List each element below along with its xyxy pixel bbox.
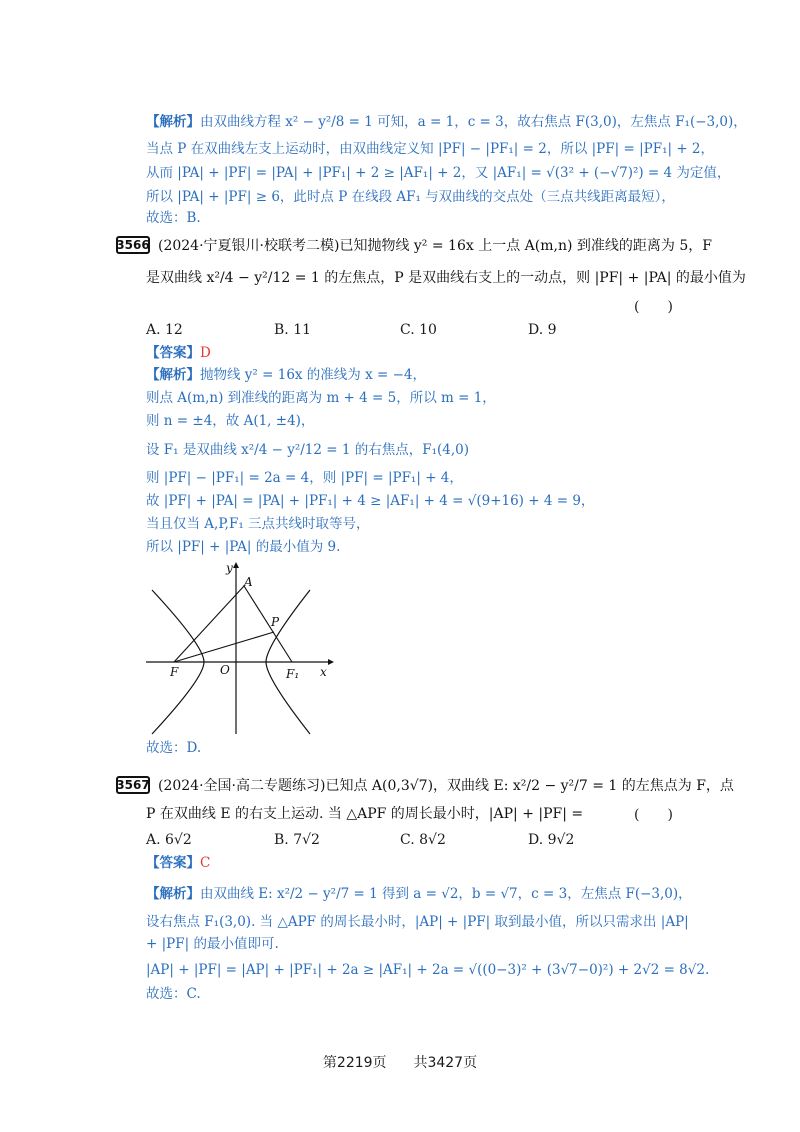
- label-x: x: [320, 665, 327, 679]
- answer-paren: ( ): [634, 807, 673, 823]
- answer-paren: ( ): [634, 299, 673, 315]
- prev-solution-line-2: 当点 P 在双曲线左支上运动时，由双曲线定义知 |PF| − |PF₁| = 2，所以 |PF| = |PF₁| + 2，: [146, 141, 715, 157]
- solution-line-3: 则 n = ±4，故 A(1, ±4)，: [146, 413, 315, 429]
- page-footer: [0, 1052, 800, 1072]
- solution-tag: 【解析】: [146, 367, 200, 383]
- label-y: y: [226, 561, 233, 575]
- solution-line-8: 所以 |PF| + |PA| 的最小值为 9.: [146, 539, 341, 555]
- option-a: A. 12: [146, 322, 183, 338]
- prev-solution-line-4: 所以 |PA| + |PF| ≥ 6，此时点 P 在线段 AF₁ 与双曲线的交点处（三点共线距离最短），: [146, 189, 675, 205]
- answer-tag: 【答案】: [146, 345, 200, 361]
- solution-line-4: |AP| + |PF| = |AP| + |PF₁| + 2a ≥ |AF₁| + 2a = √((0−3)² + (3√7−0)²) + 2√2 = 8√2.: [146, 962, 710, 978]
- prev-solution-line-1: 【解析】由双曲线方程 x² − y²/8 = 1 可知，a = 1，c = 3，故右焦点 F(3,0)，左焦点 F₁(−3,0)，: [146, 114, 747, 130]
- solution-line-5: 故选：C.: [146, 986, 201, 1002]
- option-d: D. 9√2: [528, 832, 575, 848]
- solution-line-7: 当且仅当 A,P,F₁ 三点共线时取等号，: [146, 516, 370, 532]
- y-axis-arrow: [233, 562, 239, 568]
- question-stem-line-1: (2024·宁夏银川·校联考二模)已知抛物线 y² = 16x 上一点 A(m,n) 到准线的距离为 5，F: [158, 238, 712, 254]
- solution-line-6: 故 |PF| + |PA| = |PA| + |PF₁| + 4 ≥ |AF₁| + 4 = √(9+16) + 4 = 9，: [146, 493, 595, 509]
- solution-line-1: 【解析】抛物线 y² = 16x 的准线为 x = −4，: [146, 367, 427, 383]
- option-c: C. 8√2: [400, 832, 446, 848]
- solution-line-2: 则点 A(m,n) 到准线的距离为 m + 4 = 5，所以 m = 1，: [146, 390, 496, 406]
- segment-FA: [174, 586, 244, 662]
- solution-line-5: 则 |PF| − |PF₁| = 2a = 4，则 |PF| = |PF₁| + 4，: [146, 470, 463, 486]
- page-number: 第2219页: [322, 1055, 387, 1071]
- option-b: B. 7√2: [274, 832, 320, 848]
- question-number-badge: 3566: [116, 238, 150, 252]
- question-stem-line-2: P 在双曲线 E 的右支上运动. 当 △APF 的周长最小时，|AP| + |PF| =: [146, 806, 584, 822]
- solution-line-4: 设 F₁ 是双曲线 x²/4 − y²/12 = 1 的右焦点，F₁(4,0): [146, 442, 470, 458]
- label-P: P: [271, 615, 280, 629]
- option-c: C. 10: [400, 322, 437, 338]
- label-F1: F₁: [286, 667, 300, 681]
- option-d: D. 9: [528, 322, 557, 338]
- solution-tag: 【解析】: [146, 886, 200, 902]
- answer-line: [146, 343, 211, 363]
- question-stem-line-2: 是双曲线 x²/4 − y²/12 = 1 的左焦点，P 是双曲线右支上的一动点，则 |PF| + |PA| 的最小值为: [146, 270, 746, 286]
- question-stem-line-1: (2024·全国·高二专题练习)已知点 A(0,3√7)，双曲线 E: x²/2 − y²/7 = 1 的左焦点为 F，点: [158, 778, 734, 794]
- solution-line-2: 设右焦点 F₁(3,0). 当 △APF 的周长最小时，|AP| + |PF| 取到最小值，所以只需求出 |AP|: [146, 914, 689, 930]
- solution-line-3: + |PF| 的最小值即可.: [146, 936, 279, 952]
- option-b: B. 11: [274, 322, 312, 338]
- label-O: O: [220, 663, 230, 677]
- label-A: A: [244, 575, 253, 589]
- solution-tag: 【解析】: [146, 114, 200, 130]
- label-F: F: [170, 665, 179, 679]
- solution-line-1: 【解析】由双曲线 E: x²/2 − y²/7 = 1 得到 a = √2，b = √7，c = 3，左焦点 F(−3,0)，: [146, 886, 692, 902]
- segment-FP: [174, 632, 274, 662]
- answer-value: D: [200, 345, 211, 361]
- prev-solution-line-5: 故选：B.: [146, 210, 201, 226]
- x-axis-arrow: [328, 659, 334, 665]
- question-number-badge: 3567: [116, 778, 150, 792]
- answer-value: C: [200, 855, 211, 871]
- total-pages: 共3427页: [413, 1055, 478, 1071]
- answer-line: [146, 853, 210, 873]
- answer-tag: 【答案】: [146, 855, 200, 871]
- conclusion-line: 故选：D.: [146, 740, 202, 756]
- hyperbola-graph: [140, 556, 340, 736]
- option-a: A. 6√2: [146, 832, 192, 848]
- prev-solution-line-3: 从而 |PA| + |PF| = |PA| + |PF₁| + 2 ≥ |AF₁| + 2，又 |AF₁| = √(3² + (−√7)²) = 4 为定值，: [146, 165, 731, 181]
